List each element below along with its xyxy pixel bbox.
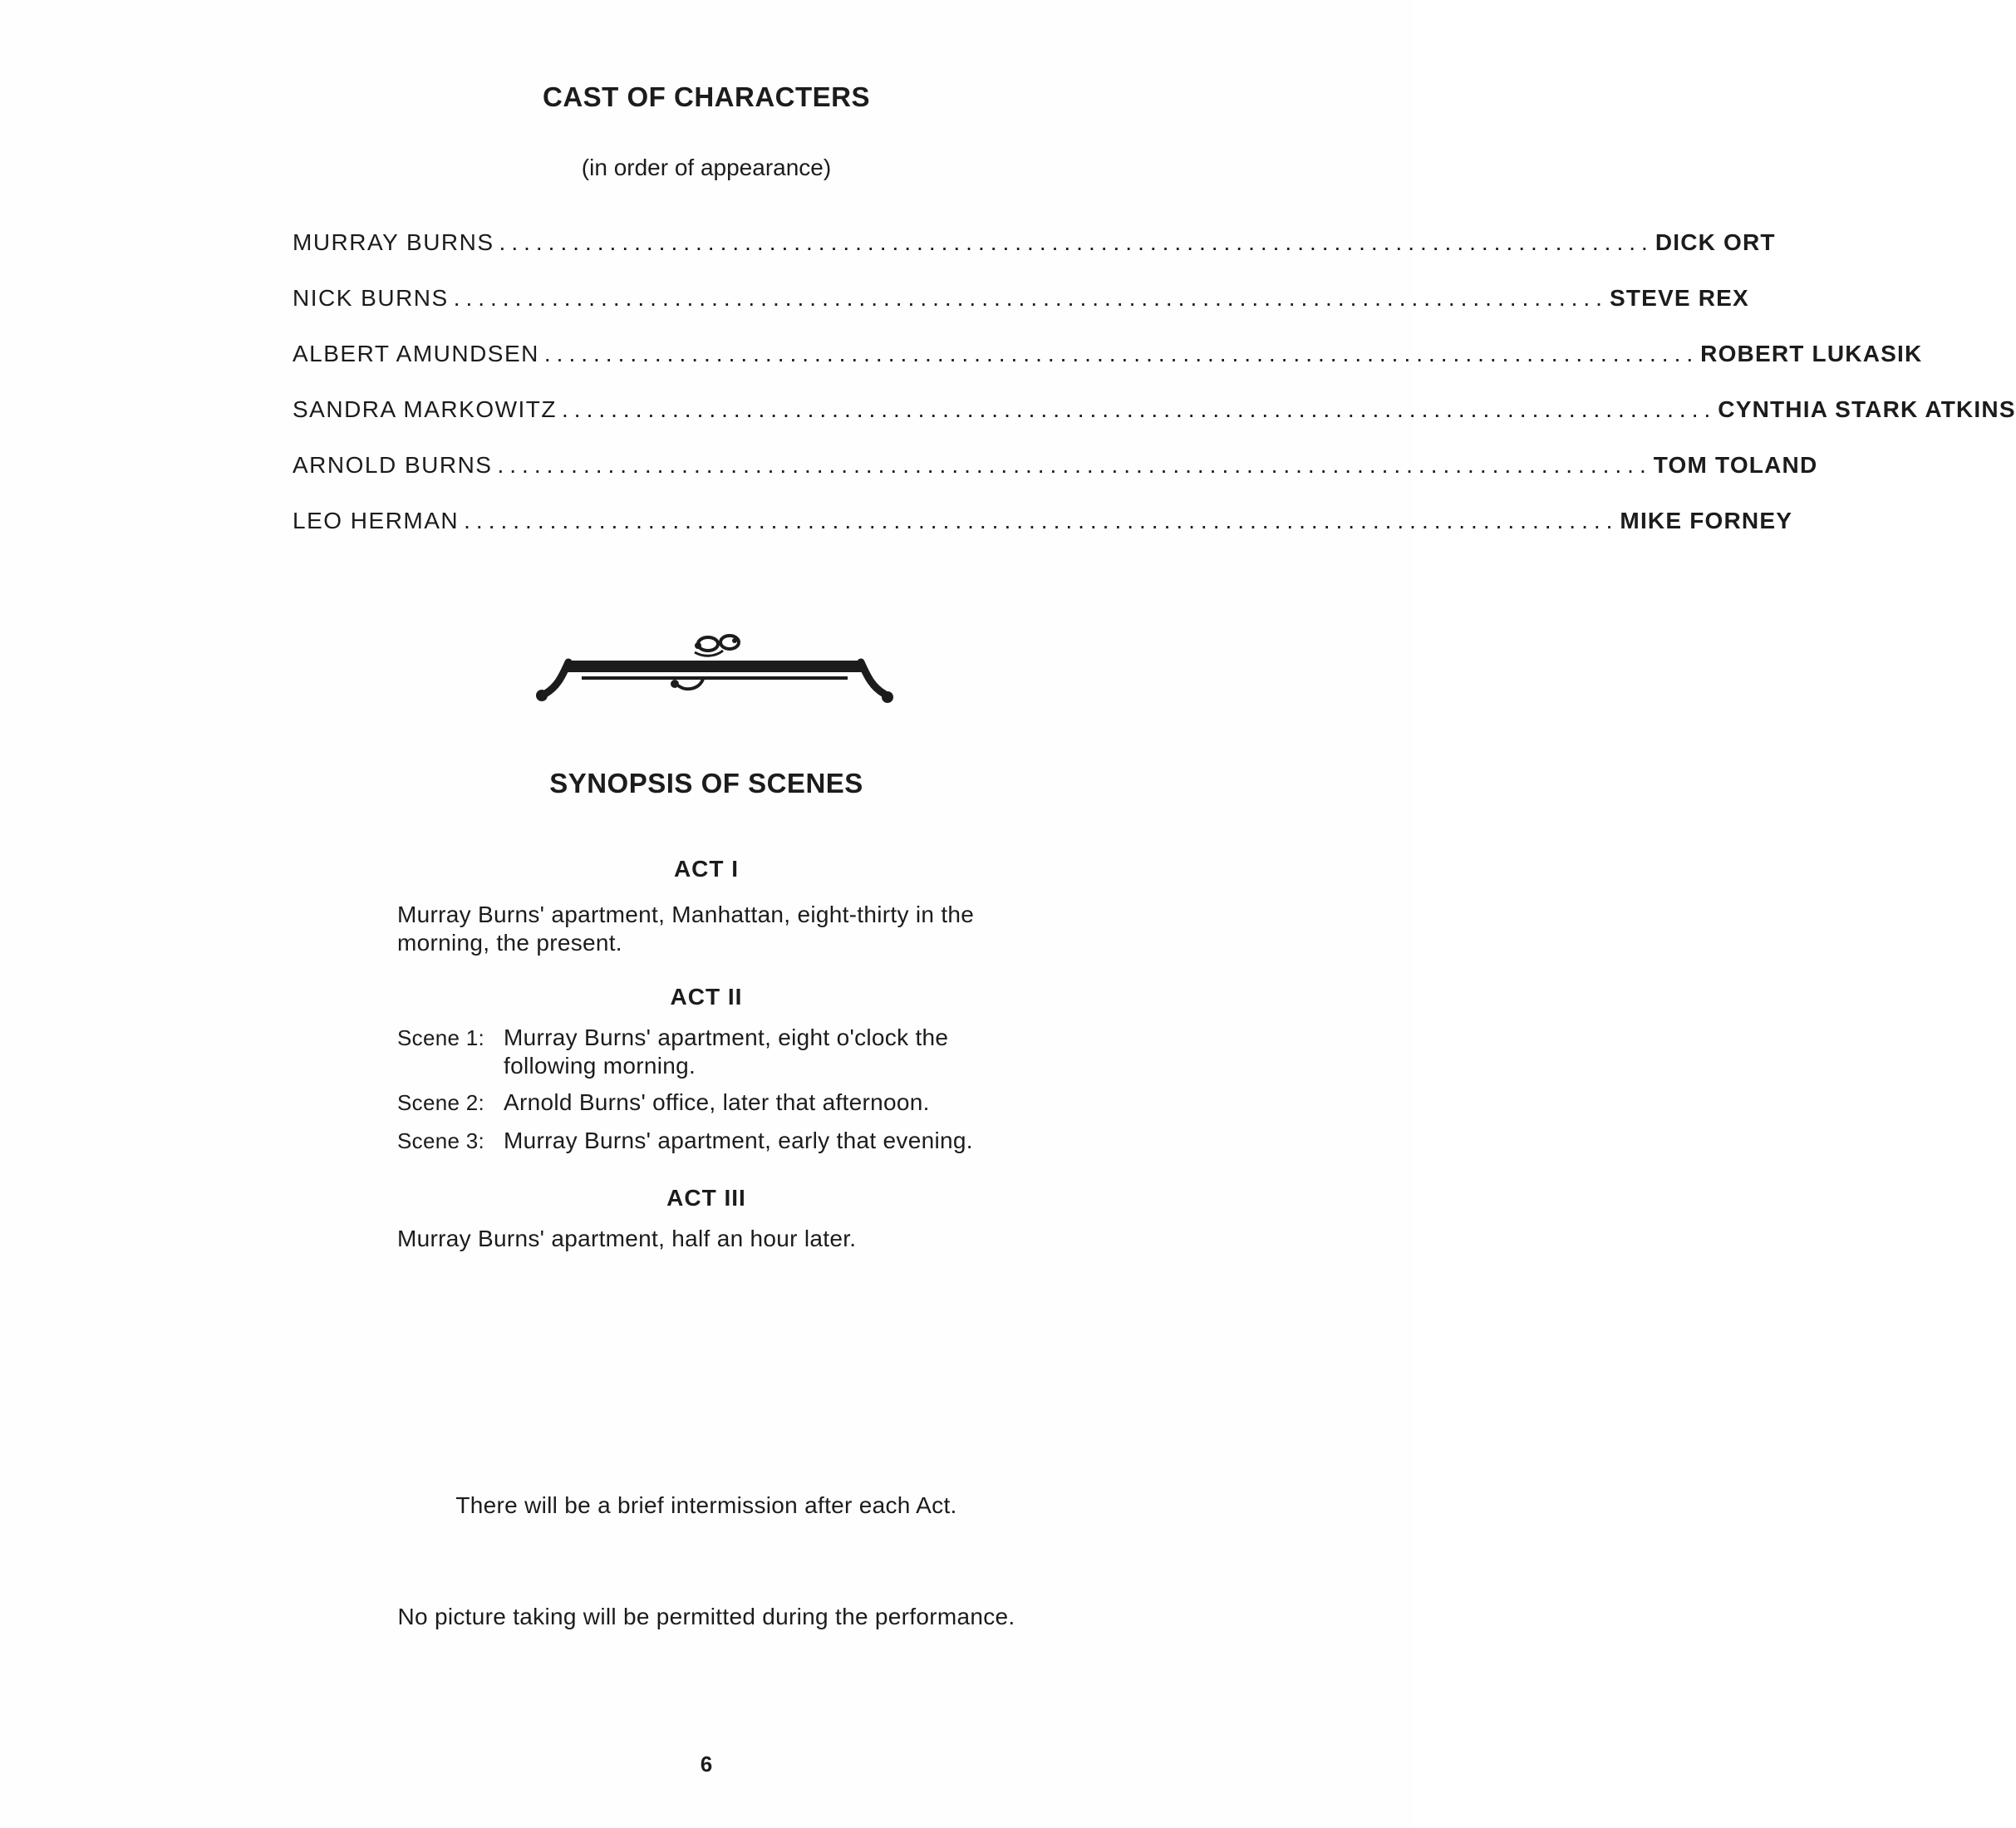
page-number: 6	[700, 1752, 713, 1776]
synopsis-title: SYNOPSIS OF SCENES	[549, 768, 863, 799]
scene-label: Scene 1:	[397, 1025, 485, 1050]
dot-leader: ..............................................................................................	[499, 229, 1654, 255]
description-line: Murray Burns' apartment, eight o'clock the	[504, 1025, 949, 1050]
cast-actor: CYNTHIA STARK ATKINS	[1718, 396, 2016, 422]
cast-role: LEO HERMAN	[293, 508, 460, 533]
cast-role: MURRAY BURNS	[293, 229, 494, 255]
cast-row	[293, 452, 1818, 508]
cast-subtitle: (in order of appearance)	[581, 155, 832, 180]
cast-row	[293, 285, 1749, 341]
no-pictures-note: No picture taking will be permitted during the performance.	[397, 1604, 1015, 1629]
cast-actor: TOM TOLAND	[1653, 452, 1818, 478]
cast-row	[293, 508, 1793, 563]
dot-leader: ..............................................................................................	[464, 508, 1619, 533]
dot-leader: ..............................................................................................	[543, 341, 1699, 366]
cast-title: CAST OF CHARACTERS	[543, 81, 870, 112]
cast-role: ARNOLD BURNS	[293, 452, 493, 478]
cast-actor: STEVE REX	[1609, 285, 1749, 311]
description-line: morning, the present.	[397, 930, 622, 956]
cast-row	[293, 341, 1923, 396]
act-3-heading: ACT III	[666, 1185, 746, 1211]
cast-row	[293, 396, 2016, 452]
cast-list	[293, 229, 2016, 563]
cast-role: SANDRA MARKOWITZ	[293, 396, 558, 422]
intermission-note: There will be a brief intermission after each Act.	[455, 1492, 957, 1518]
scene-description: Murray Burns' apartment, early that evening.	[504, 1128, 973, 1153]
act-1-heading: ACT I	[673, 856, 740, 882]
description-line: Murray Burns' apartment, half an hour later.	[397, 1226, 857, 1251]
scene-label: Scene 3:	[397, 1128, 485, 1153]
cast-actor: ROBERT LUKASIK	[1700, 341, 1923, 366]
act-1-description	[397, 901, 1045, 957]
dot-leader: ..............................................................................................	[453, 285, 1608, 311]
act-3-description	[397, 1225, 1045, 1253]
cast-actor: MIKE FORNEY	[1620, 508, 1793, 533]
scene-label: Scene 2:	[397, 1090, 485, 1115]
dot-leader: ..............................................................................................	[497, 452, 1652, 478]
cast-actor: DICK ORT	[1655, 229, 1776, 255]
cast-row	[293, 229, 1776, 285]
scene-description: Arnold Burns' office, later that afternoon.	[504, 1089, 930, 1115]
dot-leader: ..............................................................................................	[562, 396, 1717, 422]
cast-role: NICK BURNS	[293, 285, 449, 311]
scene-row	[397, 1127, 1045, 1155]
cast-role: ALBERT AMUNDSEN	[293, 341, 539, 366]
description-line: Murray Burns' apartment, Manhattan, eight-thirty in the	[397, 902, 975, 927]
act-2-heading: ACT II	[670, 984, 743, 1010]
scene-row	[397, 1024, 1045, 1080]
scene-row	[397, 1088, 1045, 1117]
scene-description	[504, 1024, 1045, 1080]
description-line: following morning.	[504, 1053, 696, 1079]
scroll-ornament-icon	[532, 627, 897, 710]
